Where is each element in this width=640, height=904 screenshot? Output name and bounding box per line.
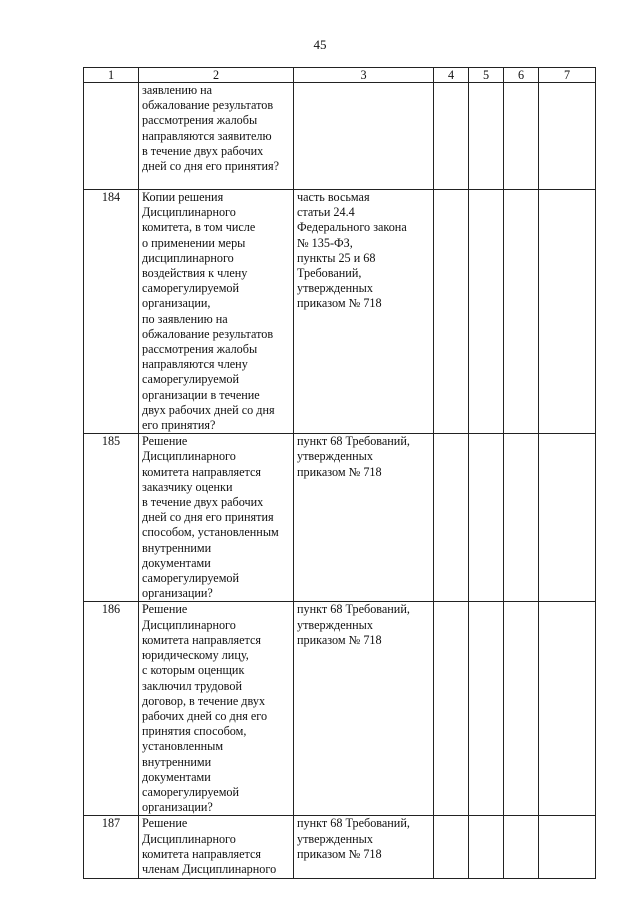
row-number: 186	[84, 602, 139, 816]
table-row	[84, 83, 596, 190]
answer-cell	[469, 602, 504, 816]
question-cell: Решение Дисциплинарного комитета направляется юридическому лицу, с которым оценщик заключил трудовой договор, в течение двух рабочих дней со дня его принятия способом, установленным внутренними документами саморегулируемой организации?	[139, 602, 294, 816]
answer-cell	[434, 816, 469, 879]
table-row	[84, 816, 596, 879]
checklist-table	[83, 67, 596, 879]
answer-cell	[504, 602, 539, 816]
column-header: 4	[434, 68, 469, 83]
question-cell: заявлению на обжалование результатов рассмотрения жалобы направляются заявителю в течение двух рабочих дней со дня его принятия?	[139, 83, 294, 190]
column-header: 6	[504, 68, 539, 83]
answer-cell	[504, 434, 539, 602]
basis-cell: часть восьмая статьи 24.4 Федерального закона № 135-ФЗ, пункты 25 и 68 Требований, утвержденных приказом № 718	[294, 190, 434, 434]
note-cell	[539, 434, 596, 602]
column-header: 7	[539, 68, 596, 83]
basis-cell: пункт 68 Требований, утвержденных приказом № 718	[294, 602, 434, 816]
note-cell	[539, 83, 596, 190]
table-row	[84, 602, 596, 816]
note-cell	[539, 816, 596, 879]
column-header: 2	[139, 68, 294, 83]
basis-cell: пункт 68 Требований, утвержденных приказом № 718	[294, 816, 434, 879]
answer-cell	[434, 434, 469, 602]
row-number: 184	[84, 190, 139, 434]
answer-cell	[469, 190, 504, 434]
answer-cell	[504, 83, 539, 190]
answer-cell	[434, 190, 469, 434]
table-row	[84, 190, 596, 434]
page-number: 45	[313, 37, 327, 52]
question-cell: Копии решения Дисциплинарного комитета, в том числе о применении меры дисциплинарного воздействия к члену саморегулируемой организации, по заявлению на обжалование результатов рассмотрения жалобы направляются члену саморегулируемой организации в течение двух рабочих дней со дня его принятия?	[139, 190, 294, 434]
column-header: 5	[469, 68, 504, 83]
answer-cell	[434, 83, 469, 190]
row-number: 187	[84, 816, 139, 879]
row-number: 185	[84, 434, 139, 602]
table-row	[84, 434, 596, 602]
answer-cell	[434, 602, 469, 816]
column-header: 1	[84, 68, 139, 83]
note-cell	[539, 602, 596, 816]
answer-cell	[504, 816, 539, 879]
column-header: 3	[294, 68, 434, 83]
basis-cell	[294, 83, 434, 190]
note-cell	[539, 190, 596, 434]
question-cell: Решение Дисциплинарного комитета направляется членам Дисциплинарного	[139, 816, 294, 879]
basis-cell: пункт 68 Требований, утвержденных приказом № 718	[294, 434, 434, 602]
answer-cell	[469, 83, 504, 190]
row-number	[84, 83, 139, 190]
answer-cell	[469, 434, 504, 602]
header-row	[84, 68, 596, 83]
answer-cell	[469, 816, 504, 879]
question-cell: Решение Дисциплинарного комитета направляется заказчику оценки в течение двух рабочих дней со дня его принятия способом, установленным внутренними документами саморегулируемой организации?	[139, 434, 294, 602]
answer-cell	[504, 190, 539, 434]
